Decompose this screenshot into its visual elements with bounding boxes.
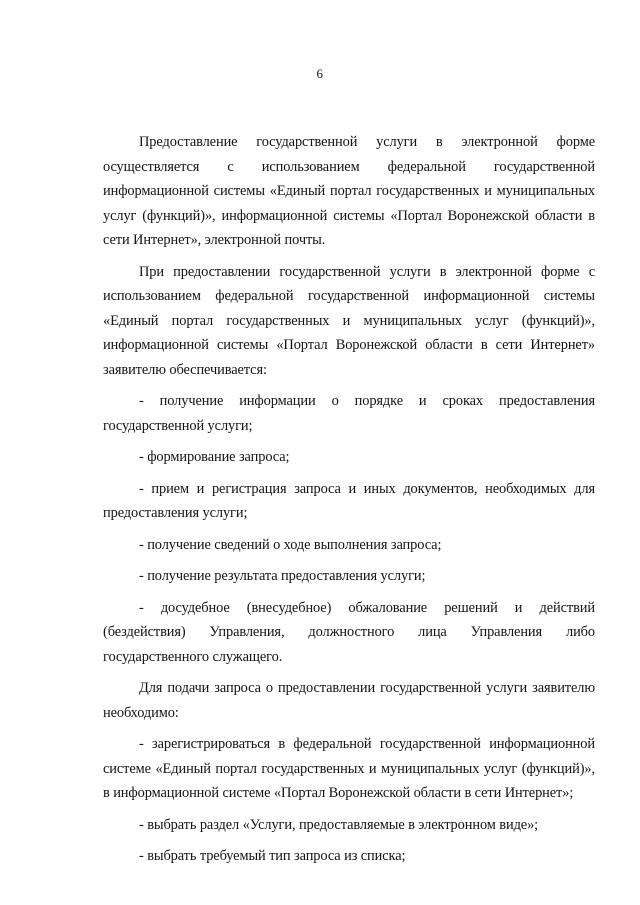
list-item-select-section: - выбрать раздел «Услуги, предоставляемые в электронном виде»; <box>139 816 539 833</box>
list-item-select-type: - выбрать требуемый тип запроса из списка; <box>139 848 406 864</box>
list-item-register: - зарегистрироваться в федеральной государственной информационной системе «Единый портал государственных и муниципальных услуг (функций)», в информационной системе «Портал Воронежской области в сети Интернет»; <box>103 736 595 801</box>
page-number: 6 <box>316 66 324 81</box>
paragraph-request-submission: Для подачи запроса о предоставлении государственной услуги заявителю необходимо: <box>103 680 595 721</box>
list-item-reception: - прием и регистрация запроса и иных документов, необходимых для предоставления услуги; <box>103 480 595 521</box>
paragraph-applicant-provided: При предоставлении государственной услуги в электронной форме с использованием федеральной государственной информационной системы «Единый портал государственных и муниципальных услуг (функций)», информационной системы «Портал Воронежской области в сети Интернет» заявителю обеспечивается: <box>103 263 595 378</box>
document-body <box>103 130 595 876</box>
list-item-appeal: - досудебное (внесудебное) обжалование решений и действий (бездействия) Управления, должностного лица Управления либо государственного служащего. <box>103 599 595 665</box>
list-item-request-forming: - формирование запроса; <box>139 449 290 465</box>
list-item-status: - получение сведений о ходе выполнения запроса; <box>139 536 442 553</box>
list-item-result: - получение результата предоставления услуги; <box>139 568 426 584</box>
list-item-info: - получение информации о порядке и сроках предоставления государственной услуги; <box>103 393 595 434</box>
paragraph-electronic-form: Предоставление государственной услуги в электронной форме осуществляется с использованием федеральной государственной информационной системы «Единый портал государственных и муниципальных услуг (функций)», информационной системы «Портал Воронежской области в сети Интернет», электронной почты. <box>103 134 595 248</box>
